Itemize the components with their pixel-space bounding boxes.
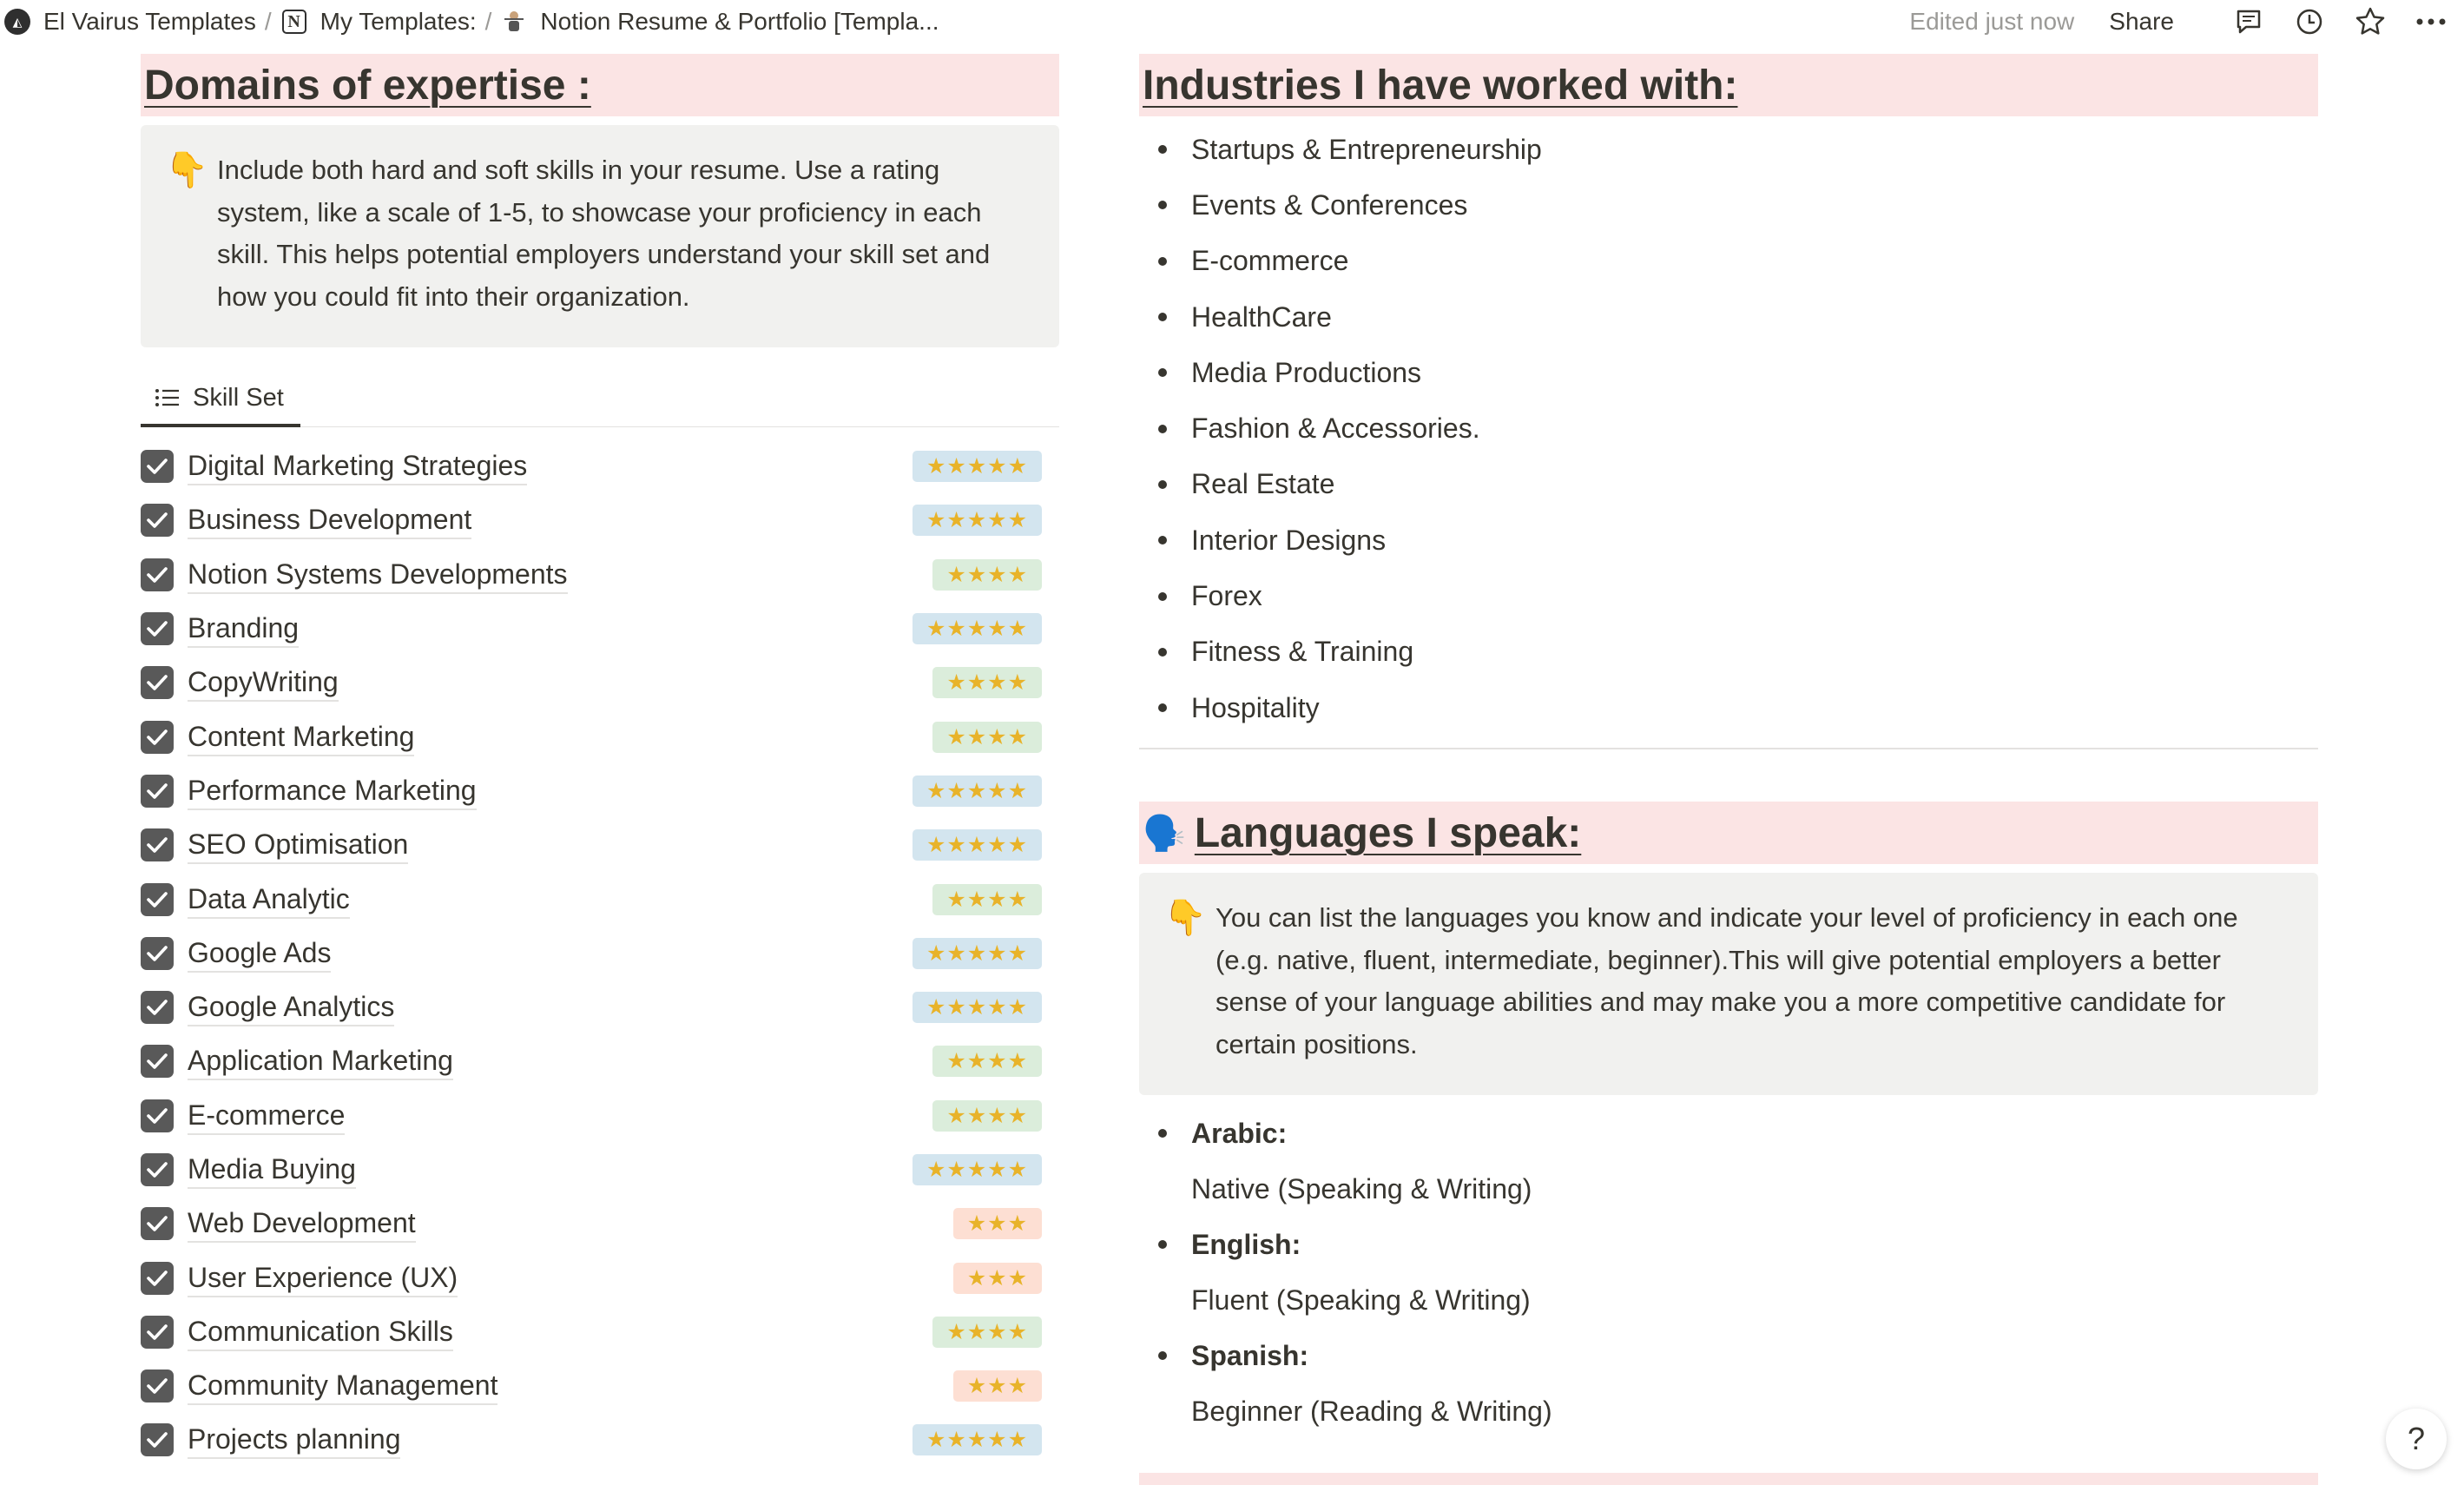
checked-checkbox-icon[interactable] <box>141 1099 174 1132</box>
domains-heading: Domains of expertise : <box>144 62 591 109</box>
skill-row[interactable] <box>141 439 1059 493</box>
industry-item <box>1139 289 2318 345</box>
skill-rating[interactable]: ★★★★★ <box>912 451 1042 482</box>
checked-checkbox-icon[interactable] <box>141 666 174 699</box>
skill-row[interactable] <box>141 1034 1059 1088</box>
skill-name[interactable]: Notion Systems Developments <box>188 556 568 594</box>
language-name: English: <box>1191 1228 1301 1260</box>
skill-name[interactable]: Performance Marketing <box>188 772 477 810</box>
skill-row[interactable] <box>141 1251 1059 1304</box>
notion-logo-icon: N <box>280 8 308 36</box>
breadcrumb-label: My Templates: <box>320 8 477 35</box>
skill-row[interactable] <box>141 493 1059 547</box>
skill-row[interactable] <box>141 602 1059 656</box>
skill-rating[interactable]: ★★★★ <box>932 559 1042 591</box>
skill-row[interactable] <box>141 548 1059 602</box>
language-item <box>1139 1328 2318 1383</box>
language-name: Spanish: <box>1191 1339 1309 1371</box>
skill-row[interactable] <box>141 1413 1059 1467</box>
skill-rating[interactable]: ★★★★ <box>932 884 1042 915</box>
skill-set-view-tabs <box>141 372 1059 427</box>
checked-checkbox-icon[interactable] <box>141 883 174 916</box>
skill-name[interactable]: Google Analytics <box>188 988 394 1026</box>
industries-languages-column <box>1139 54 2318 1439</box>
industry-item <box>1139 680 2318 736</box>
checked-checkbox-icon[interactable] <box>141 1423 174 1456</box>
industries-list <box>1139 122 2318 736</box>
skill-name[interactable]: Google Ads <box>188 934 331 973</box>
bullet-dot <box>1158 368 1167 377</box>
bullet-dot <box>1158 1129 1167 1138</box>
skill-rating[interactable]: ★★★★★ <box>912 938 1042 969</box>
checked-checkbox-icon[interactable] <box>141 450 174 483</box>
breadcrumb-label: El Vairus Templates <box>43 8 256 35</box>
tab-skill-set[interactable] <box>141 372 300 427</box>
pointing-down-icon: 👇 <box>1163 899 1207 938</box>
checked-checkbox-icon[interactable] <box>141 1207 174 1240</box>
checked-checkbox-icon[interactable] <box>141 937 174 970</box>
skill-name[interactable]: Digital Marketing Strategies <box>188 447 527 485</box>
skill-rating[interactable]: ★★★★ <box>932 722 1042 753</box>
workspace-logo-icon: ◭ <box>3 8 31 36</box>
bullet-dot <box>1158 145 1167 154</box>
industries-heading: Industries I have worked with: <box>1143 62 1738 109</box>
skill-rating[interactable]: ★★★★★ <box>912 613 1042 644</box>
breadcrumb <box>0 8 939 36</box>
top-bar-actions <box>1909 6 2464 37</box>
help-button[interactable]: ? <box>2386 1409 2447 1469</box>
skill-rating[interactable]: ★★★★ <box>932 667 1042 698</box>
industry-label: HealthCare <box>1191 300 1332 333</box>
skill-rating[interactable]: ★★★★★ <box>912 992 1042 1023</box>
checked-checkbox-icon[interactable] <box>141 828 174 861</box>
checked-checkbox-icon[interactable] <box>141 504 174 537</box>
industry-label: Startups & Entrepreneurship <box>1191 133 1542 165</box>
skill-name[interactable]: Community Management <box>188 1367 497 1405</box>
clock-icon[interactable] <box>2294 6 2325 37</box>
bullet-dot <box>1158 425 1167 433</box>
skill-row[interactable] <box>141 1143 1059 1197</box>
skill-name[interactable]: Data Analytic <box>188 881 350 919</box>
skill-name[interactable]: Branding <box>188 610 299 648</box>
edited-status: Edited just now <box>1909 8 2075 35</box>
skill-name[interactable]: CopyWriting <box>188 663 339 702</box>
languages-callout <box>1139 873 2318 1095</box>
checked-checkbox-icon[interactable] <box>141 1370 174 1402</box>
bullet-dot <box>1158 257 1167 266</box>
checked-checkbox-icon[interactable] <box>141 991 174 1024</box>
breadcrumb-item-current-page[interactable] <box>500 8 939 36</box>
industry-item <box>1139 177 2318 233</box>
language-name: Arabic: <box>1191 1117 1288 1149</box>
bullet-dot <box>1158 648 1167 657</box>
industry-label: Hospitality <box>1191 691 1320 723</box>
breadcrumb-label: Notion Resume & Portfolio [Templa... <box>540 8 939 35</box>
person-icon <box>500 8 528 36</box>
industry-label: Events & Conferences <box>1191 188 1468 221</box>
language-level: Fluent (Speaking & Writing) <box>1191 1284 1531 1316</box>
industry-label: E-commerce <box>1191 245 1349 277</box>
bullet-dot <box>1158 536 1167 544</box>
industry-item <box>1139 234 2318 289</box>
skill-row[interactable] <box>141 764 1059 818</box>
languages-list <box>1139 1106 2318 1439</box>
industry-item <box>1139 345 2318 400</box>
skill-name[interactable]: User Experience (UX) <box>188 1259 458 1297</box>
bullet-dot <box>1158 703 1167 712</box>
skill-name[interactable]: SEO Optimisation <box>188 826 408 864</box>
skill-name[interactable]: Application Marketing <box>188 1042 453 1080</box>
industry-item <box>1139 122 2318 177</box>
skill-row[interactable] <box>141 927 1059 980</box>
breadcrumb-item-workspace[interactable] <box>3 8 256 36</box>
domains-column <box>141 54 1059 1468</box>
domains-callout-text: Include both hard and soft skills in your resume. Use a rating system, like a scale of 1-5, to showcase your proficiency in each skill. This helps potential employers understand your skill set and how you could fit into their organization. <box>217 155 991 312</box>
bullet-dot <box>1158 1240 1167 1249</box>
language-item <box>1139 1217 2318 1272</box>
checked-checkbox-icon[interactable] <box>141 1316 174 1349</box>
industries-heading-block <box>1139 54 2318 116</box>
languages-callout-text: You can list the languages you know and indicate your level of proficiency in each one (e.g. native, fluent, intermediate, beginner).This will give potential employers a better sense of your language abilities and may make you a more competitive candidate for certain positions. <box>1216 902 2238 1059</box>
checked-checkbox-icon[interactable] <box>141 1045 174 1078</box>
skill-rating[interactable]: ★★★ <box>953 1370 1042 1402</box>
skill-row[interactable] <box>141 1089 1059 1143</box>
domains-callout <box>141 125 1059 347</box>
skill-rating[interactable]: ★★★★★ <box>912 1154 1042 1185</box>
skill-name[interactable]: Communication Skills <box>188 1313 453 1351</box>
industry-item <box>1139 624 2318 680</box>
skill-rating[interactable]: ★★★ <box>953 1208 1042 1239</box>
industry-label: Interior Designs <box>1191 524 1387 556</box>
more-options-icon[interactable] <box>2415 6 2447 37</box>
breadcrumb-item-my-templates[interactable] <box>280 8 477 36</box>
divider <box>1139 748 2318 749</box>
skill-rating[interactable]: ★★★ <box>953 1263 1042 1294</box>
skill-row[interactable] <box>141 1359 1059 1413</box>
skill-rating[interactable]: ★★★★ <box>932 1100 1042 1132</box>
list-icon <box>155 387 181 408</box>
skill-rating[interactable]: ★★★★★ <box>912 1424 1042 1455</box>
pointing-down-icon: 👇 <box>165 151 208 189</box>
skill-name[interactable]: E-commerce <box>188 1097 345 1135</box>
skill-list <box>141 439 1059 1468</box>
industry-label: Forex <box>1191 580 1262 612</box>
skill-rating[interactable]: ★★★★★ <box>912 505 1042 536</box>
language-level: Beginner (Reading & Writing) <box>1191 1395 1552 1427</box>
industry-item <box>1139 512 2318 568</box>
skill-rating[interactable]: ★★★★★ <box>912 829 1042 861</box>
breadcrumb-separator: / <box>484 8 492 35</box>
skill-row[interactable] <box>141 710 1059 763</box>
breadcrumb-separator: / <box>264 8 272 35</box>
bullet-dot <box>1158 313 1167 321</box>
industry-item <box>1139 400 2318 456</box>
skill-rating[interactable]: ★★★★★ <box>912 776 1042 807</box>
bullet-dot <box>1158 480 1167 489</box>
skill-name[interactable]: Business Development <box>188 501 471 539</box>
language-level: Native (Speaking & Writing) <box>1191 1172 1532 1204</box>
bullet-dot <box>1158 201 1167 209</box>
bullet-dot <box>1158 592 1167 601</box>
checked-checkbox-icon[interactable] <box>141 1153 174 1186</box>
star-icon[interactable] <box>2355 6 2386 37</box>
industry-item <box>1139 568 2318 624</box>
checked-checkbox-icon[interactable] <box>141 1262 174 1295</box>
industry-item <box>1139 457 2318 512</box>
language-item <box>1139 1106 2318 1161</box>
next-heading-block <box>1139 1473 2318 1485</box>
skill-row[interactable] <box>141 1197 1059 1251</box>
skill-name[interactable]: Web Development <box>188 1204 416 1243</box>
skill-row[interactable] <box>141 656 1059 710</box>
skill-row[interactable] <box>141 872 1059 926</box>
bullet-dot <box>1158 1351 1167 1360</box>
speaking-head-icon: 🗣️ <box>1143 814 1186 853</box>
comments-icon[interactable] <box>2233 6 2264 37</box>
industry-label: Fitness & Training <box>1191 636 1414 668</box>
skill-name[interactable]: Content Marketing <box>188 718 414 756</box>
checked-checkbox-icon[interactable] <box>141 775 174 808</box>
industry-label: Media Productions <box>1191 356 1422 388</box>
checked-checkbox-icon[interactable] <box>141 612 174 645</box>
languages-heading-block <box>1139 802 2318 864</box>
skill-name[interactable]: Media Buying <box>188 1151 356 1189</box>
industry-label: Real Estate <box>1191 468 1335 500</box>
share-button[interactable]: Share <box>2109 8 2174 35</box>
skill-rating[interactable]: ★★★★ <box>932 1317 1042 1348</box>
skill-row[interactable] <box>141 1305 1059 1359</box>
skill-row[interactable] <box>141 980 1059 1034</box>
checked-checkbox-icon[interactable] <box>141 558 174 591</box>
skill-name[interactable]: Projects planning <box>188 1421 400 1459</box>
languages-heading: Languages I speak: <box>1194 809 1582 856</box>
domains-heading-block <box>141 54 1059 116</box>
top-bar <box>0 0 2464 43</box>
industry-label: Fashion & Accessories. <box>1191 412 1480 445</box>
skill-row[interactable] <box>141 818 1059 872</box>
checked-checkbox-icon[interactable] <box>141 721 174 754</box>
tab-label: Skill Set <box>193 383 284 412</box>
skill-rating[interactable]: ★★★★ <box>932 1046 1042 1077</box>
